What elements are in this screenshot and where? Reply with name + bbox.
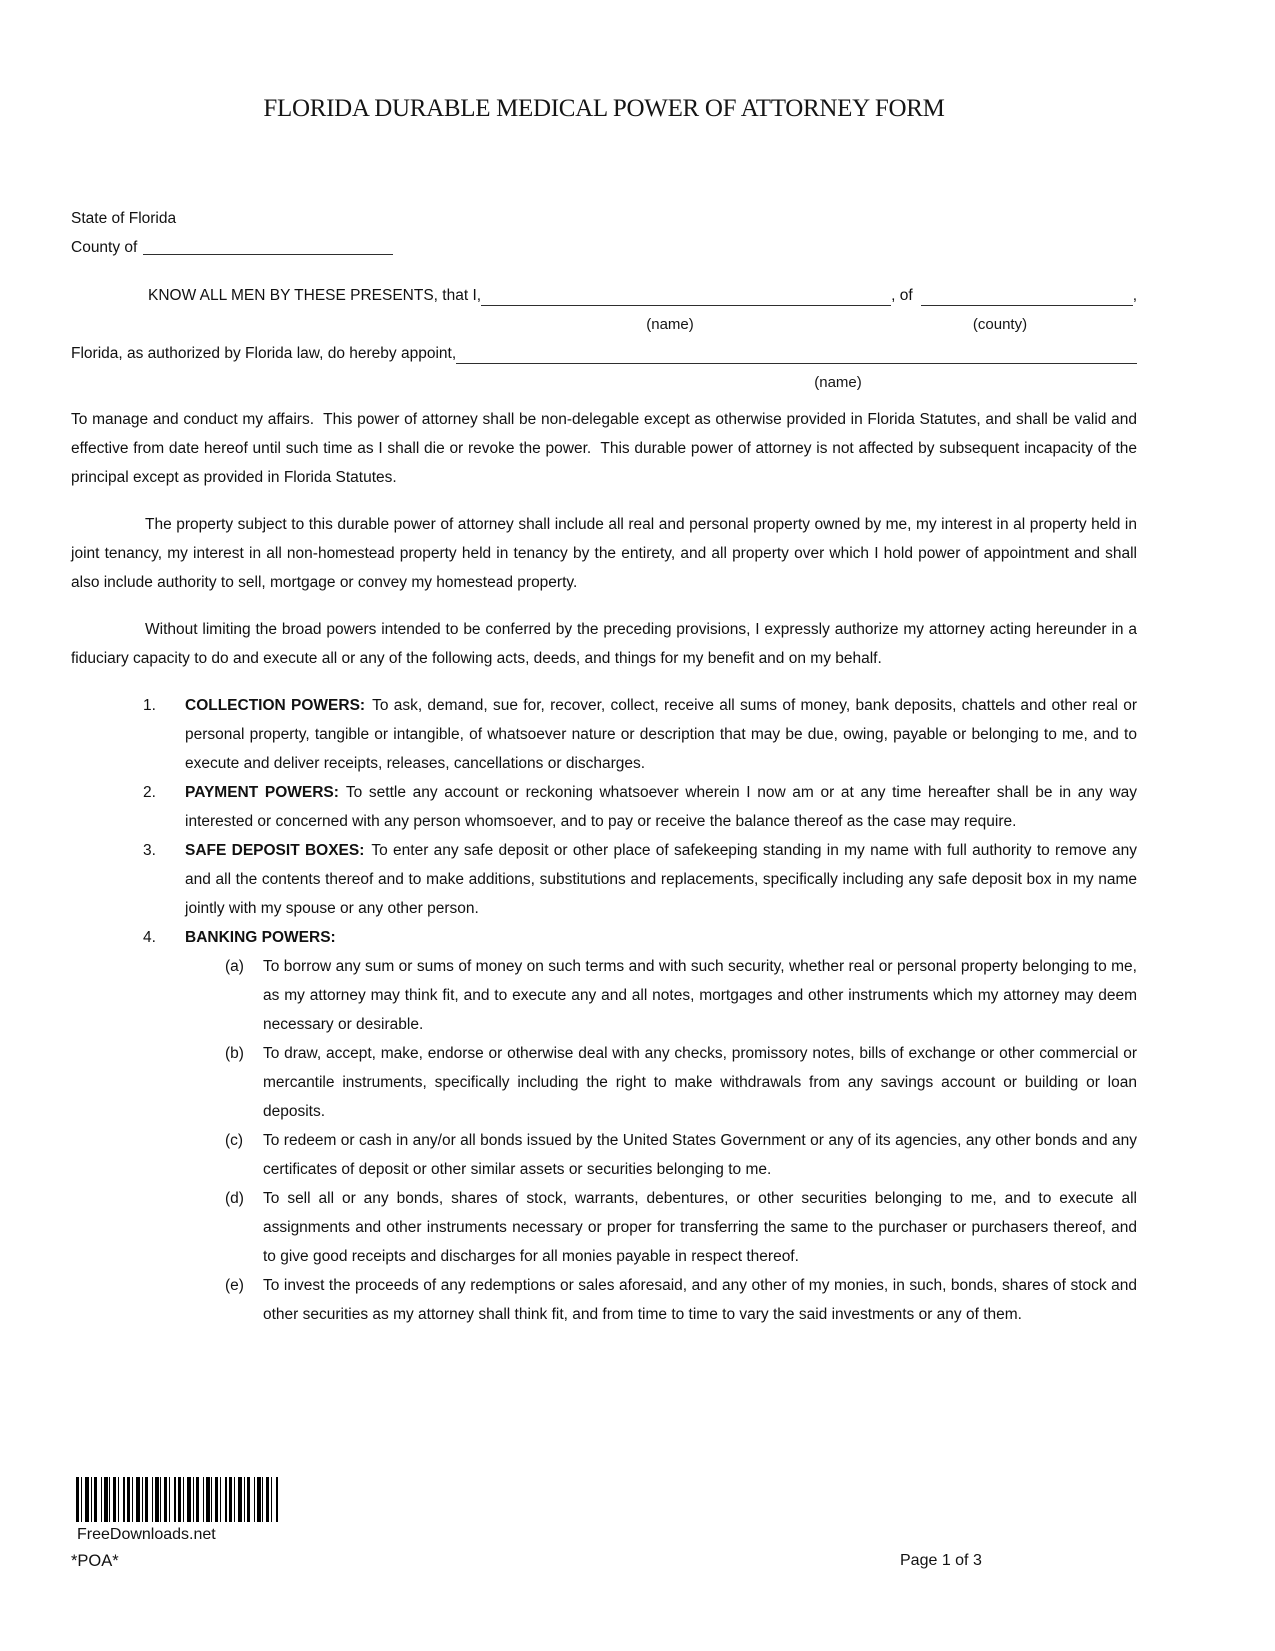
principal-name-blank <box>481 285 891 306</box>
list-item-number: 1. <box>143 697 156 714</box>
banking-sub-item-c <box>71 1126 1137 1184</box>
sub-item-text: To sell all or any bonds, shares of stock, warrants, debentures, or other securities belonging to me, and to execute all assignments and other instruments necessary or proper for transferring the same to the purchaser or purchasers thereof, and to give good receipts and discharges for all monies payable in respect thereof. <box>263 1190 1137 1265</box>
list-item-text: To enter any safe deposit or other place of safekeeping standing in my name with full authority to remove any and all the contents thereof and to make additions, substitutions and replacements, specifically including any safe deposit box in my name jointly with my spouse or any other person. <box>185 842 1137 917</box>
intro-block <box>71 204 1137 262</box>
list-item-label: PAYMENT POWERS: <box>185 784 339 801</box>
county-line <box>71 233 1137 262</box>
sub-item-text: To draw, accept, make, endorse or otherwise deal with any checks, promissory notes, bills of exchange or other commercial or mercantile instruments, specifically including the right to make withdrawals from any savings account or building or loan deposits. <box>263 1045 1137 1120</box>
barcode-image <box>76 1477 280 1522</box>
sub-item-letter: (b) <box>225 1045 244 1062</box>
sub-item-letter: (e) <box>225 1277 244 1294</box>
paragraph-property-subject: The property subject to this durable power of attorney shall include all real and personal property owned by me, my interest in al property held in joint tenancy, my interest in all non-homestead property held in tenancy by the entirety, and all property over which I hold power of appointment and shall also include authority to sell, mortgage or convey my homestead property. <box>71 516 1137 591</box>
paragraph-without-limiting: Without limiting the broad powers intended to be conferred by the preceding provisions, I expressly authorize my attorney acting hereunder in a fiduciary capacity to do and execute all or any of the following acts, deeds, and things for my benefit and on my behalf. <box>71 621 1137 667</box>
know-line-mid: , of <box>891 287 913 304</box>
appoint-line-prefix: Florida, as authorized by Florida law, do hereby appoint, <box>71 345 457 362</box>
attorney-name-blank <box>456 343 1137 364</box>
know-line-suffix: , <box>1132 287 1137 304</box>
footer-site-name: FreeDownloads.net <box>77 1526 216 1543</box>
name-caption: (name) <box>646 316 694 333</box>
appoint-line <box>71 339 1137 368</box>
list-item-number: 4. <box>143 929 156 946</box>
list-item-safe-deposit-boxes <box>71 836 1137 923</box>
list-item-label: COLLECTION POWERS: <box>185 697 366 714</box>
county-caption: (county) <box>972 316 1028 333</box>
county-blank-field <box>143 234 393 255</box>
attorney-name-caption: (name) <box>814 374 862 391</box>
list-item-label: SAFE DEPOSIT BOXES: <box>185 842 365 859</box>
banking-sub-item-b <box>71 1039 1137 1126</box>
sub-item-text: To invest the proceeds of any redemptions or sales aforesaid, and any other of my monies, in such, bonds, shares of stock and other securities as my attorney shall think fit, and from time to time to vary the said investments or any of them. <box>263 1277 1137 1323</box>
county-name-blank <box>921 285 1133 306</box>
banking-sub-item-d <box>71 1184 1137 1271</box>
sub-item-text: To redeem or cash in any/or all bonds issued by the United States Government or any of its agencies, any other bonds and any certificates of deposit or other similar assets or securities belonging to me. <box>263 1132 1137 1178</box>
know-line <box>71 281 1137 310</box>
paragraph-manage-affairs: To manage and conduct my affairs. This power of attorney shall be non-delegable except as otherwise provided in Florida Statutes, and shall be valid and effective from date hereof until such time as I shall die or revoke the power. This durable power of attorney is not affected by subsequent incapacity of the principal except as provided in Florida Statutes. <box>71 411 1137 486</box>
sub-item-letter: (d) <box>225 1190 244 1207</box>
footer-form-code: *POA* <box>71 1552 119 1570</box>
list-item-banking-powers <box>71 923 1137 952</box>
list-item-payment-powers <box>71 778 1137 836</box>
list-item-text: To settle any account or reckoning whatsoever wherein I now am or at any time hereafter shall be in any way interested or concerned with any person whomsoever, and to pay or receive the balance thereof as the case may require. <box>185 784 1138 830</box>
sub-item-letter: (c) <box>225 1132 244 1149</box>
sub-item-text: To borrow any sum or sums of money on such terms and with such security, whether real or personal property belonging to me, as my attorney may think fit, and to execute any and all notes, mortgages and other instruments which my attorney may deem necessary or desirable. <box>263 958 1137 1033</box>
list-item-collection-powers <box>71 691 1137 778</box>
list-item-text: To ask, demand, sue for, recover, collect, receive all sums of money, bank deposits, chattels and other real or personal property, tangible or intangible, of whatsoever nature or description that may be due, owing, payable or belonging to me, and to execute and deliver receipts, releases, cancellations or discharges. <box>185 697 1137 772</box>
list-item-number: 2. <box>143 784 156 801</box>
caption-row-2 <box>71 368 1137 397</box>
sub-item-letter: (a) <box>225 958 244 975</box>
banking-sub-item-e <box>71 1271 1137 1329</box>
list-item-number: 3. <box>143 842 156 859</box>
banking-sub-item-a <box>71 952 1137 1039</box>
state-line: State of Florida <box>71 210 177 227</box>
know-line-prefix: KNOW ALL MEN BY THESE PRESENTS, that I, <box>148 287 482 304</box>
powers-list <box>71 691 1137 1329</box>
footer-page-number: Page 1 of 3 <box>900 1552 982 1569</box>
declaration-block <box>71 281 1137 397</box>
caption-row-1 <box>71 310 1137 339</box>
page-title: FLORIDA DURABLE MEDICAL POWER OF ATTORNEY FORM <box>263 95 945 122</box>
list-item-label: BANKING POWERS: <box>185 929 336 946</box>
county-label: County of <box>71 239 138 256</box>
